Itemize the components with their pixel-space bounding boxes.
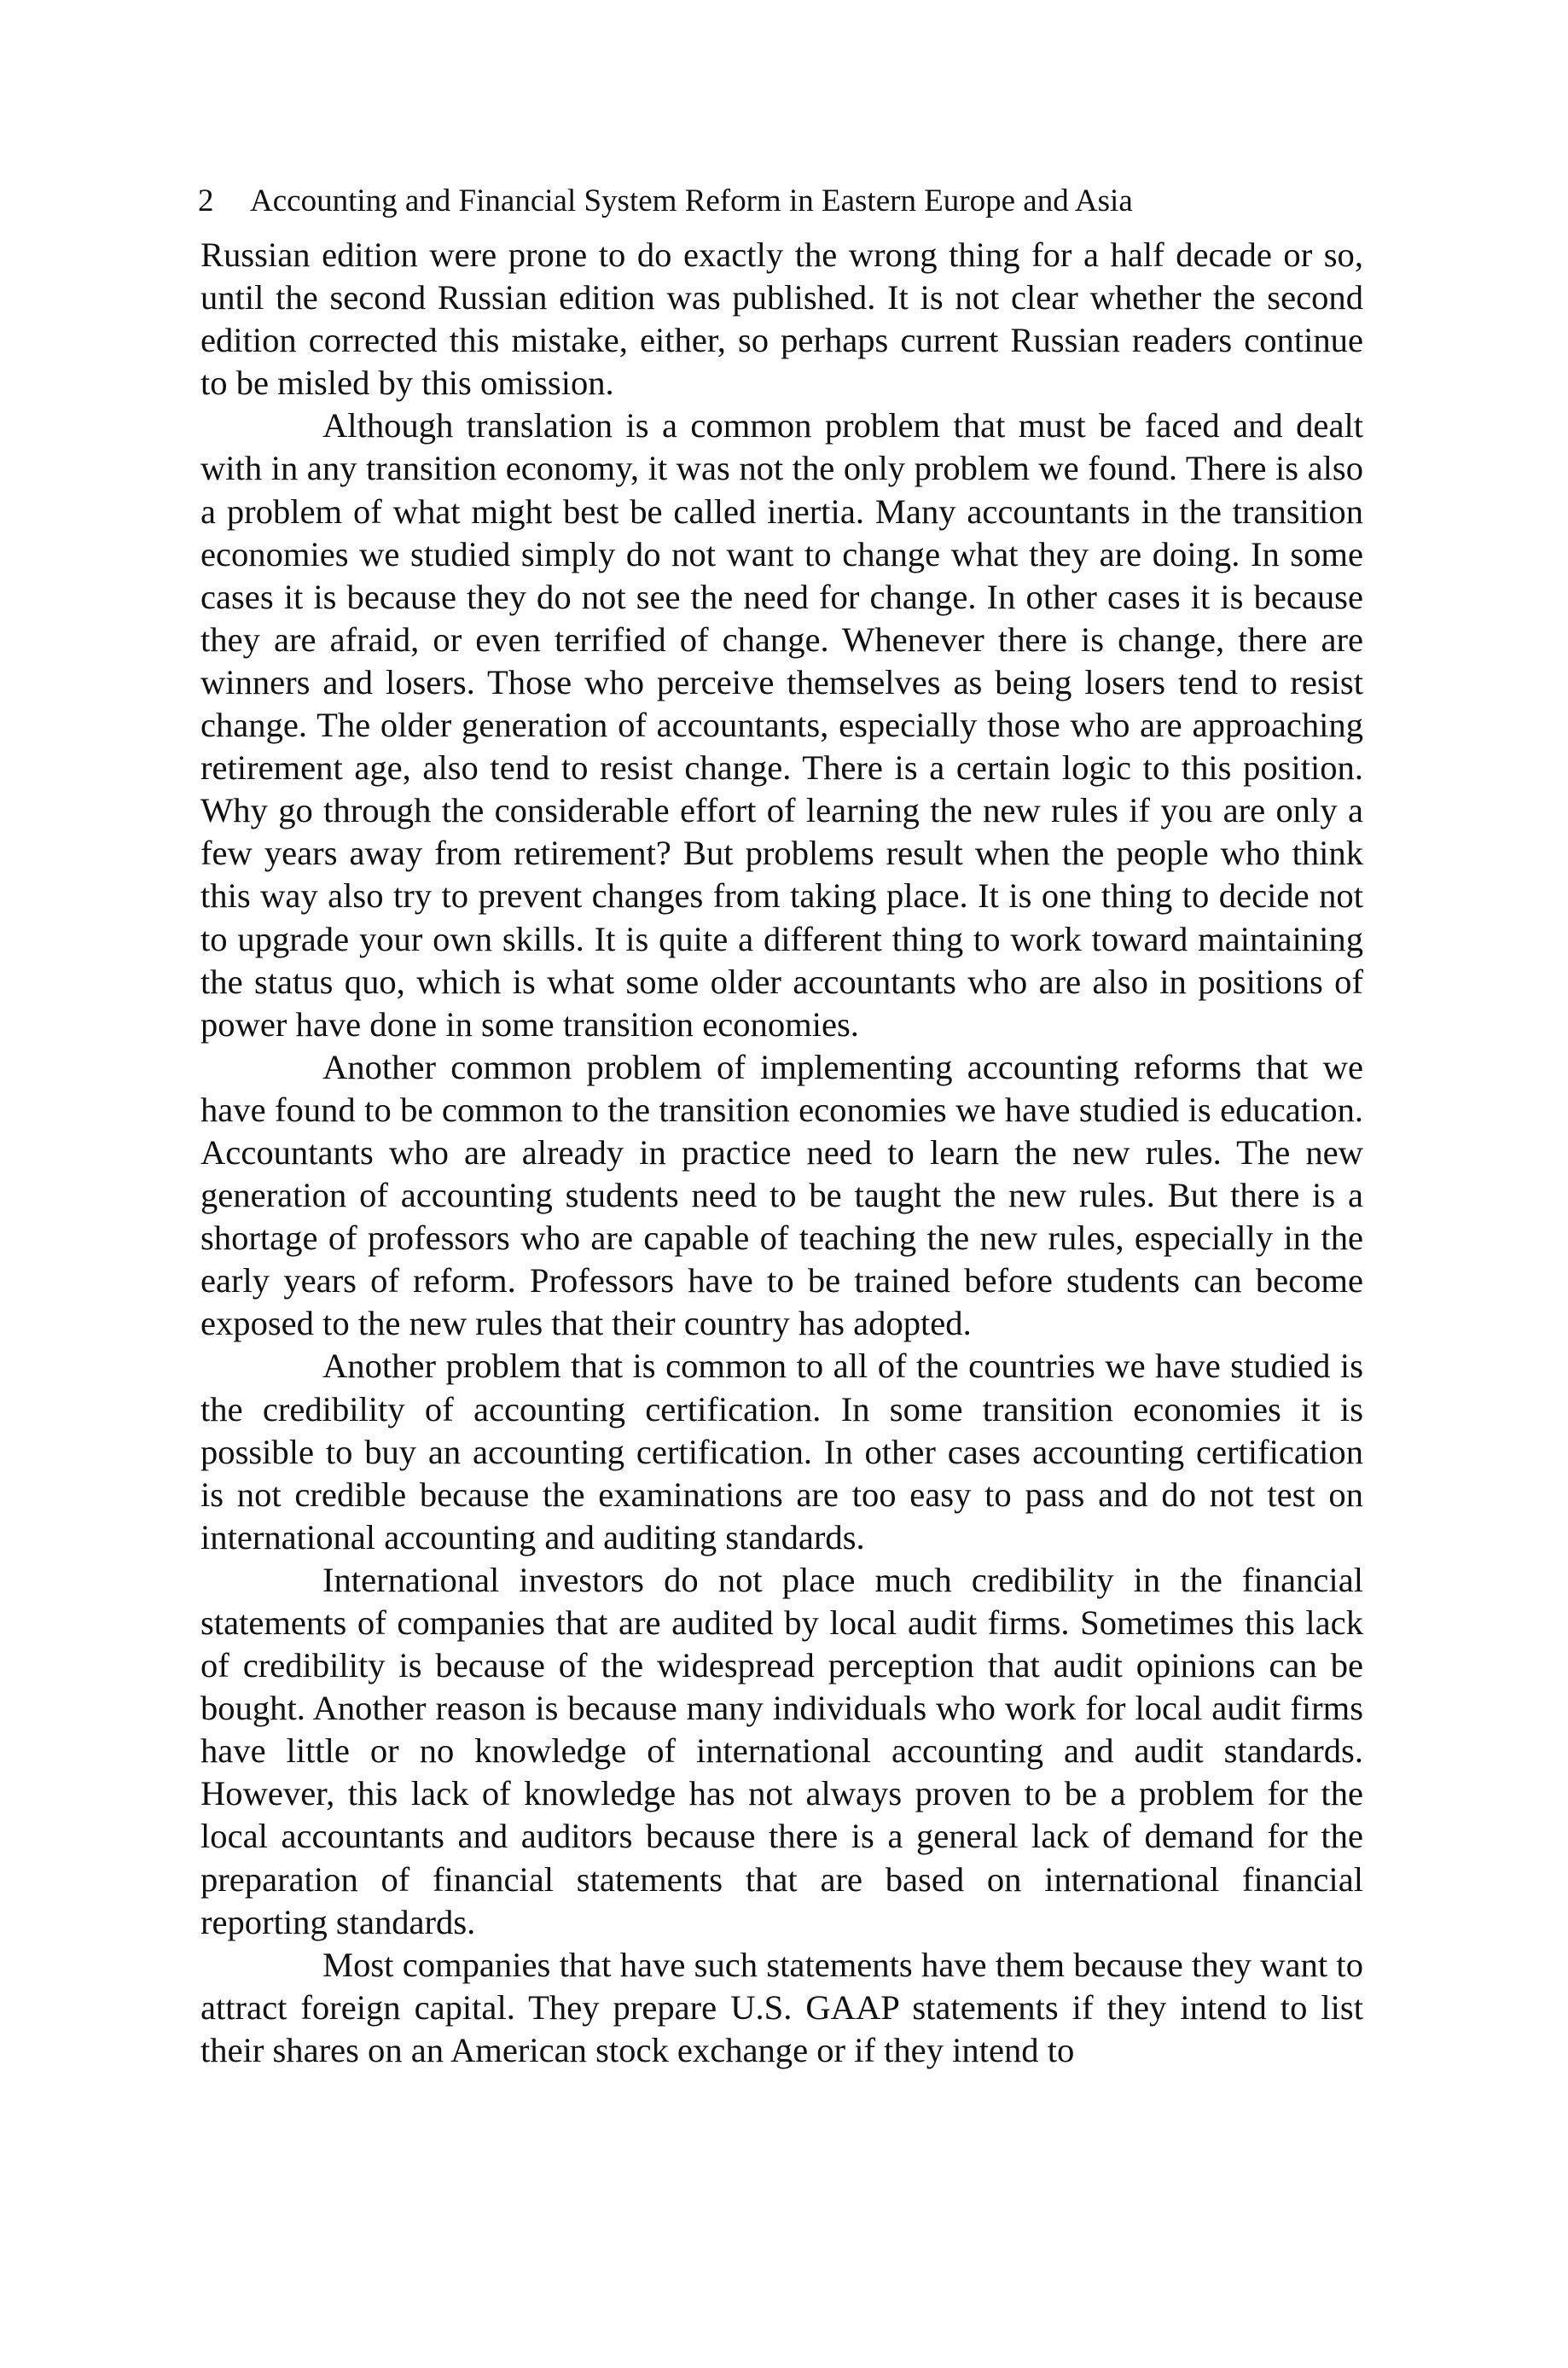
paragraph-continued: Russian edition were prone to do exactly the wrong thing for a half decade or so, until the second Russian edition was published. It is not clear whether the second edition corrected this mistake, either, so perhaps current Russian readers continue to be misled by this omission. <box>200 236 1363 403</box>
paragraph: Another problem that is common to all of the countries we have studied is the credibility of accounting certification. In some transition economies it is possible to buy an accounting certification. In other cases accounting certification is not credible because the examinations are too easy to pass and do not test on international accounting and auditing standards. <box>200 1347 1363 1556</box>
paragraph: Most companies that have such statements have them because they want to attract foreign capital. They prepare U.S. GAAP statements if they intend to list their shares on an American stock exchange or if they intend to <box>200 1945 1363 2069</box>
paragraph: Another common problem of implementing accounting reforms that we have found to be common to the transition economies we have studied is education. Accountants who are already in practice need to learn the new rules. The new generation of accounting students need to be taught the new rules. But there is a shortage of professors who are capable of teaching the new rules, especially in the early years of reform. Professors have to be trained before students can become exposed to the new rules that their country has adopted. <box>200 1047 1363 1343</box>
running-header-title: Accounting and Financial System Reform in Eastern Europe and Asia <box>250 183 1133 218</box>
running-header <box>198 179 1375 224</box>
paragraph: Although translation is a common problem that must be faced and dealt with in any transition economy, it was not the only problem we found. There is also a problem of what might best be called inertia. Many accountants in the transition economies we studied simply do not want to change what they are doing. In some cases it is because they do not see the need for change. In other cases it is because they are afraid, or even terrified of change. Whenever there is change, there are winners and losers. Those who perceive themselves as being losers tend to resist change. The older generation of accountants, especially those who are approaching retirement age, also tend to resist change. There is a certain logic to this position. Why go through the considerable effort of learning the new rules if you are only a few years away from retirement? But problems result when the people who think this way also try to prevent changes from taking place. It is one thing to decide not to upgrade your own skills. It is quite a different thing to work toward maintaining the status quo, which is what some older accountants who are also in positions of power have done in some transition economies. <box>200 406 1363 1044</box>
page-number: 2 <box>198 183 214 218</box>
paragraph: International investors do not place much credibility in the financial statements of companies that are audited by local audit firms. Sometimes this lack of credibility is because of the widespread perception that audit opinions can be bought. Another reason is because many individuals who work for local audit firms have little or no knowledge of international accounting and audit standards. However, this lack of knowledge has not always proven to be a problem for the local accountants and auditors because there is a general lack of demand for the preparation of financial statements that are based on international financial reporting standards. <box>200 1560 1363 1941</box>
body-text <box>200 234 1363 2072</box>
